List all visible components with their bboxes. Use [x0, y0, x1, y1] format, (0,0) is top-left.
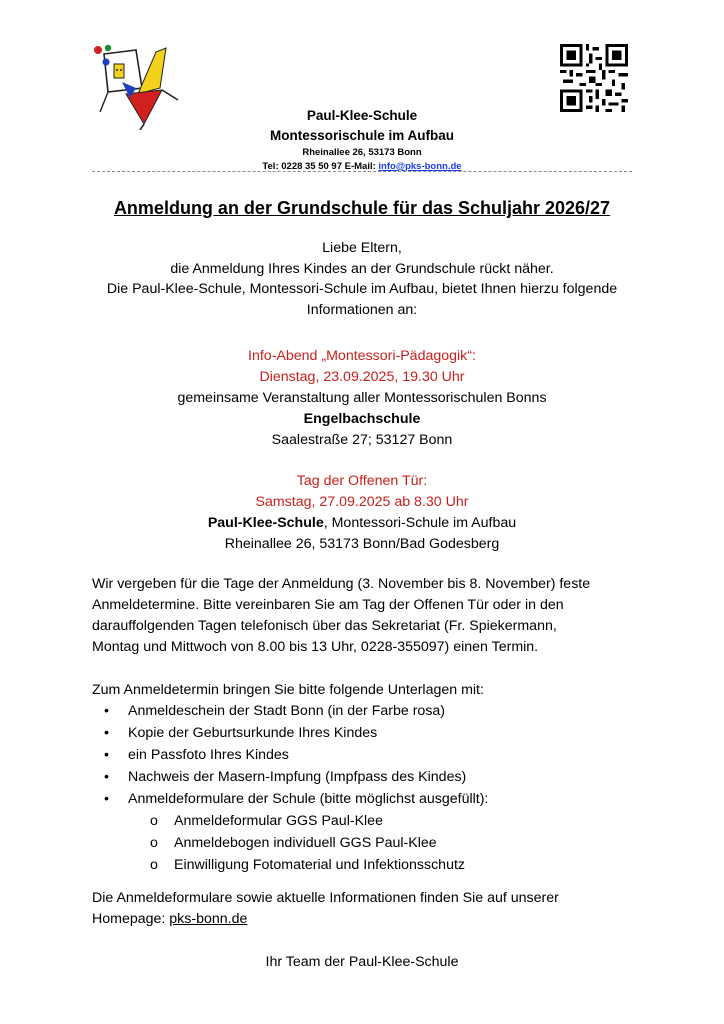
bullet-icon: •	[104, 725, 109, 741]
info-evening-block	[0, 346, 724, 451]
event-date: Samstag, 27.09.2025 ab 8.30 Uhr	[255, 494, 469, 510]
intro-line: Die Paul-Klee-Schule, Montessori-Schule im Aufbau, bietet Ihnen hierzu folgende	[106, 281, 618, 297]
event-venue: Paul-Klee-Schule	[207, 515, 324, 531]
header-divider	[92, 171, 632, 172]
list-item: • Anmeldeformulare der Schule (bitte möglichst ausgefüllt): o Anmeldeformular GGS Paul-Klee o Anmeldebogen individuell GGS Paul-Klee o Einwilligung Fotomaterial und Infektionsschutz	[104, 788, 624, 876]
school-header	[0, 100, 724, 174]
documents-list	[104, 700, 624, 876]
event-address: Saalestraße 27; 53127 Bonn	[271, 432, 453, 448]
intro-text	[0, 238, 724, 320]
event-venue-line	[0, 513, 724, 534]
email-link[interactable]: info@pks-bonn.de	[378, 161, 462, 172]
open-day-block	[0, 471, 724, 555]
bullet-icon: •	[104, 703, 109, 719]
forms-sublist	[128, 810, 624, 876]
paragraph-line: darauffolgenden Tagen telefonisch über das Sekretariat (Fr. Spiekermann,	[92, 618, 557, 634]
outro-line: Die Anmeldeformulare sowie aktuelle Informationen finden Sie auf unserer	[92, 890, 559, 906]
page-title: Anmeldung an der Grundschule für das Schuljahr 2026/27	[113, 198, 611, 218]
documents-intro: Zum Anmeldetermin bringen Sie bitte folgende Unterlagen mit:	[92, 682, 484, 698]
intro-line: Liebe Eltern,	[322, 240, 402, 256]
bullet-icon: •	[104, 791, 109, 807]
sub-list-item: o Einwilligung Fotomaterial und Infektionsschutz	[128, 854, 624, 876]
event-title: Tag der Offenen Tür:	[296, 473, 428, 489]
homepage-label: Homepage:	[92, 911, 170, 927]
school-subtitle: Montessorischule im Aufbau	[269, 128, 455, 143]
intro-line: Informationen an:	[306, 301, 418, 318]
circle-bullet-icon: o	[150, 835, 158, 851]
list-item: • Anmeldeschein der Stadt Bonn (in der Farbe rosa)	[104, 700, 624, 722]
homepage-link[interactable]: pks-bonn.de	[169, 911, 248, 927]
sub-list-item: o Anmeldebogen individuell GGS Paul-Klee	[128, 832, 624, 854]
event-address: Rheinallee 26, 53173 Bonn/Bad Godesberg	[224, 536, 500, 552]
event-description: gemeinsame Veranstaltung aller Montessorischulen Bonns	[177, 390, 547, 406]
homepage-line	[92, 909, 632, 930]
appointment-paragraph	[92, 574, 632, 658]
intro-line: die Anmeldung Ihres Kindes an der Grundschule rückt näher.	[170, 260, 554, 277]
paragraph-line: Anmeldetermine. Bitte vereinbaren Sie am Tag der Offenen Tür oder in den	[92, 597, 564, 613]
list-item: • ein Passfoto Ihres Kindes	[104, 744, 624, 766]
event-venue: Engelbachschule	[303, 411, 421, 427]
list-item: • Kopie der Geburtsurkunde Ihres Kindes	[104, 722, 624, 744]
school-address: Rheinallee 26, 53173 Bonn	[302, 147, 422, 158]
signature: Ihr Team der Paul-Klee-Schule	[265, 954, 459, 970]
event-date: Dienstag, 23.09.2025, 19.30 Uhr	[259, 369, 465, 385]
event-title: Info-Abend „Montessori-Pädagogik“:	[248, 348, 476, 364]
sub-list-item: o Anmeldeformular GGS Paul-Klee	[128, 810, 624, 832]
tel-label: Tel: 0228 35 50 97 E-Mail:	[262, 161, 379, 172]
paragraph-line: Wir vergeben für die Tage der Anmeldung (3. November bis 8. November) feste	[92, 576, 591, 592]
circle-bullet-icon: o	[150, 857, 158, 873]
bullet-icon: •	[104, 747, 109, 763]
circle-bullet-icon: o	[150, 813, 158, 829]
event-venue-rest: , Montessori-Schule im Aufbau	[323, 515, 517, 531]
school-name: Paul-Klee-Schule	[306, 108, 418, 123]
outro-text	[92, 888, 632, 930]
paragraph-line: Montag und Mittwoch von 8.00 bis 13 Uhr, 0228-355097) einen Termin.	[92, 639, 539, 655]
list-item: • Nachweis der Masern-Impfung (Impfpass des Kindes)	[104, 766, 624, 788]
bullet-icon: •	[104, 769, 109, 785]
